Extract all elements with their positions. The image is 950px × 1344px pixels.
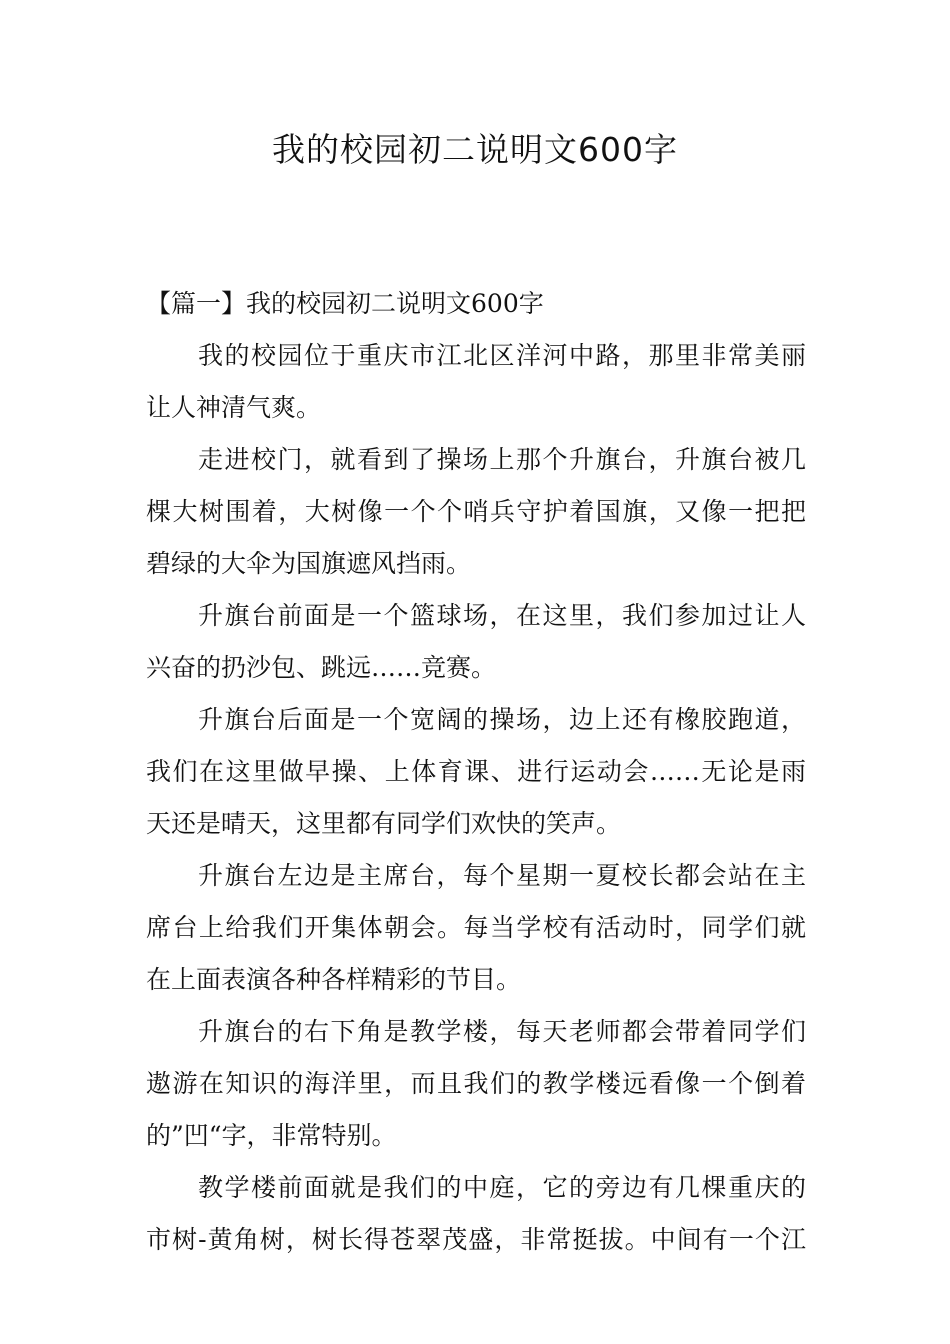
paragraph-line: 升旗台的右下角是教学楼，每天老师都会带着同学们 bbox=[198, 1017, 806, 1046]
paragraph-line: 天还是晴天，这里都有同学们欢快的笑声。 bbox=[146, 809, 622, 838]
document-title: 我的校园初二说明文600字 bbox=[272, 130, 678, 169]
paragraph-line: 席台上给我们开集体朝会。每当学校有活动时，同学们就 bbox=[146, 913, 806, 942]
paragraph-1 bbox=[146, 330, 806, 434]
paragraph-3 bbox=[146, 590, 806, 694]
paragraph-line: 市树-黄角树，树长得苍翠茂盛，非常挺拔。中间有一个江 bbox=[146, 1225, 806, 1254]
document-body bbox=[146, 278, 806, 1266]
section-heading: 【篇一】我的校园初二说明文600字 bbox=[146, 289, 544, 318]
paragraph-line: 遨游在知识的海洋里，而且我们的教学楼远看像一个倒着 bbox=[146, 1069, 806, 1098]
paragraph-line: 升旗台后面是一个宽阔的操场，边上还有橡胶跑道， bbox=[198, 705, 806, 734]
paragraph-line: 让人神清气爽。 bbox=[146, 393, 322, 422]
paragraph-line: 我的校园位于重庆市江北区洋河中路，那里非常美丽 bbox=[198, 341, 806, 370]
paragraph-5 bbox=[146, 850, 806, 1006]
paragraph-line: 升旗台左边是主席台，每个星期一夏校长都会站在主 bbox=[198, 861, 806, 890]
paragraph-line: 教学楼前面就是我们的中庭，它的旁边有几棵重庆的 bbox=[198, 1173, 806, 1202]
paragraph-4 bbox=[146, 694, 806, 850]
paragraph-line: 兴奋的扔沙包、跳远……竞赛。 bbox=[146, 653, 497, 682]
paragraph-line: 在上面表演各种各样精彩的节目。 bbox=[146, 965, 522, 994]
paragraph-2 bbox=[146, 434, 806, 590]
paragraph-line: 我们在这里做早操、上体育课、进行运动会……无论是雨 bbox=[146, 757, 806, 786]
paragraph-line: 棵大树围着，大树像一个个哨兵守护着国旗，又像一把把 bbox=[146, 497, 806, 526]
paragraph-6 bbox=[146, 1006, 806, 1162]
paragraph-7 bbox=[146, 1162, 806, 1266]
paragraph-line: 的”凹“字，非常特别。 bbox=[146, 1121, 397, 1150]
paragraph-line: 碧绿的大伞为国旗遮风挡雨。 bbox=[146, 549, 472, 578]
paragraph-line: 走进校门，就看到了操场上那个升旗台，升旗台被几 bbox=[198, 445, 806, 474]
paragraph-line: 升旗台前面是一个篮球场，在这里，我们参加过让人 bbox=[198, 601, 806, 630]
